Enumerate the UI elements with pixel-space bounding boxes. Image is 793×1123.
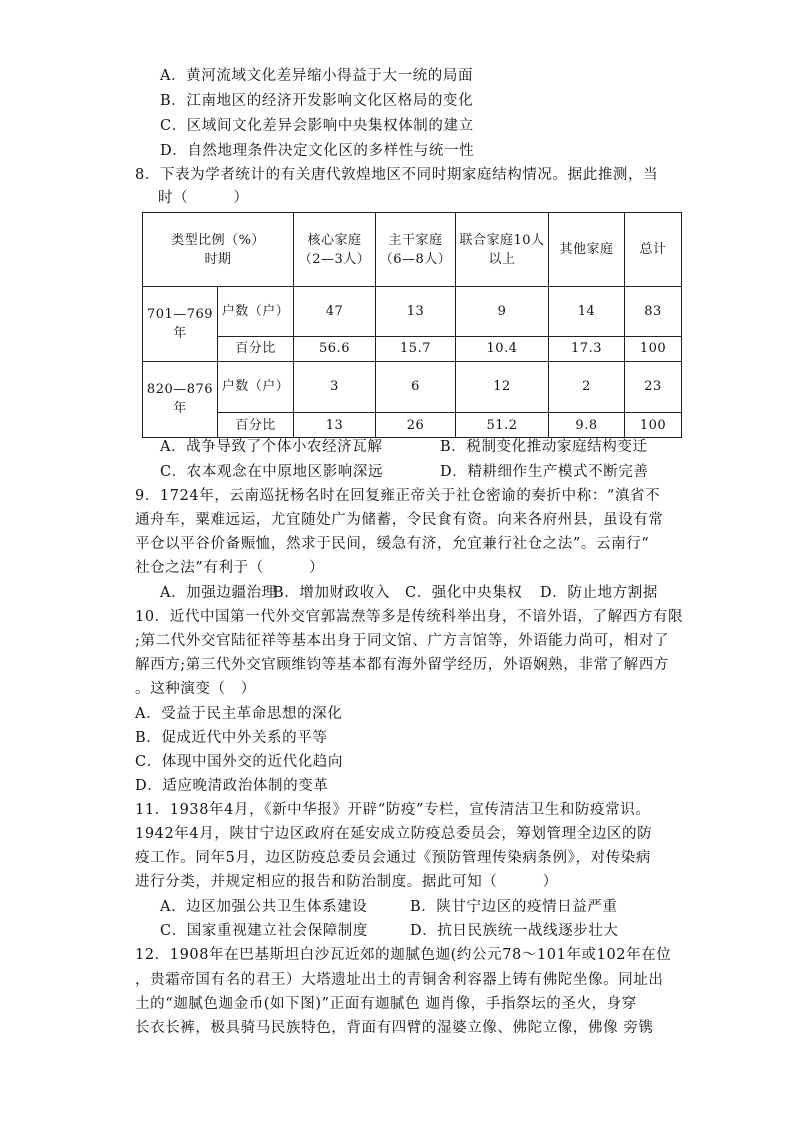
table-cell: 6 (376, 361, 456, 413)
table-header-type-period (143, 213, 294, 287)
table-cell: 12 (456, 361, 549, 413)
table-cell: 9.8 (549, 413, 625, 438)
q12-line-4: 长衣长裤，极具骑马民族特色，背面有四臂的湿婆立像、佛陀立像，佛像 旁镌 (135, 1020, 654, 1036)
households-label: 户数（户） (218, 361, 294, 413)
table-row (143, 336, 682, 361)
q9-line-3: 平仓以平谷价备赈恤，然求于民间，缓急有济，允宜兼行社仓之法”。云南行“ (135, 536, 650, 552)
q9-line-1: 9．1724年，云南巡抚杨名时在回复雍正帝关于社仓密谕的奏折中称：“滇省不 (135, 488, 661, 504)
table-cell: 23 (625, 361, 682, 413)
table-cell: 13 (294, 413, 376, 438)
q8-option-c[interactable]: C．农本观念在中原地区影响深远 (160, 464, 384, 480)
period-cell: 701—769年 (143, 287, 218, 361)
table-cell: 15.7 (376, 336, 456, 361)
q11-line-3: 疫工作。同年5月，边区防疫总委员会通过《预防管理传染病条例》，对传染病 (135, 850, 651, 866)
q11-line-1: 11．1938年4月，《新中华报》开辟“防疫”专栏，宣传清洁卫生和防疫常识。 (135, 802, 651, 818)
q8-stem-line-1: 8．下表为学者统计的有关唐代敦煌地区不同时期家庭结构情况。据此推测，当 (135, 167, 659, 183)
period-cell: 820—876年 (143, 361, 218, 437)
q9-line-2: 通舟车，粟难远运，尤宜随处广为储蓄，令民食有资。向来各府州县，虽设有常 (135, 512, 664, 528)
table-cell: 83 (625, 287, 682, 337)
header-joint-family: 联合家庭10人以上 (456, 213, 549, 287)
table-cell: 3 (294, 361, 376, 413)
q9-option-b[interactable]: B．增加财政收入 (273, 585, 390, 601)
header-stem-family: 主干家庭（6—8人） (376, 213, 456, 287)
q8-stem-line-2: 时（ ） (158, 190, 249, 206)
q12-line-3: 土的“迦腻色迦金币(如下图)”正面有迦腻色 迦肖像，手指祭坛的圣火，身穿 (135, 996, 637, 1012)
households-label: 户数（户） (218, 287, 294, 337)
table-cell: 10.4 (456, 336, 549, 361)
q10-line-1: 10．近代中国第一代外交官郭嵩焘等多是传统科举出身，不谙外语，了解西方有限 (135, 609, 684, 625)
q10-line-4: 。这种演变（ ） (135, 681, 256, 697)
header-type-label: 类型比例（%） (171, 232, 265, 248)
table-cell: 2 (549, 361, 625, 413)
q8-option-a[interactable]: A．战争导致了个体小农经济瓦解 (160, 439, 383, 455)
q10-option-c[interactable]: C．体现中国外交的近代化趋向 (135, 754, 343, 770)
q9-option-d[interactable]: D．防止地方割据 (540, 585, 658, 601)
table-row (143, 287, 682, 337)
table-cell: 14 (549, 287, 625, 337)
header-core-family: 核心家庭（2—3人） (294, 213, 376, 287)
q12-line-2: ，贵霜帝国有名的君王）大塔遗址出土的青铜舍利容器上铸有佛陀坐像。同址出 (135, 972, 664, 988)
table-cell: 26 (376, 413, 456, 438)
q11-option-c[interactable]: C．国家重视建立社会保障制度 (160, 923, 368, 939)
table-cell: 13 (376, 287, 456, 337)
q7-option-d[interactable]: D．自然地理条件决定文化区的多样性与统一性 (160, 143, 475, 159)
q8-option-d[interactable]: D．精耕细作生产模式不断完善 (440, 464, 649, 480)
table-cell: 51.2 (456, 413, 549, 438)
q10-option-d[interactable]: D．适应晚清政治体制的变革 (135, 778, 329, 794)
q11-option-b[interactable]: B．陕甘宁边区的疫情日益严重 (410, 899, 618, 915)
q7-option-b[interactable]: B．江南地区的经济开发影响文化区格局的变化 (160, 93, 474, 109)
q9-option-a[interactable]: A．加强边疆治理 (160, 585, 277, 601)
percent-label: 百分比 (218, 413, 294, 438)
q11-line-2: 1942年4月，陕甘宁边区政府在延安成立防疫总委员会，筹划管理全边区的防 (135, 826, 653, 842)
table-cell: 100 (625, 413, 682, 438)
q10-line-3: 解西方;第三代外交官顾维钧等基本都有海外留学经历，外语娴熟，非常了解西方 (135, 657, 669, 673)
family-structure-table (142, 212, 682, 438)
table-cell: 9 (456, 287, 549, 337)
q12-line-1: 12．1908年在巴基斯坦白沙瓦近郊的迦腻色迦(约公元78～101年或102年在位 (135, 947, 672, 963)
q7-option-c[interactable]: C．区域间文化差异会影响中央集权体制的建立 (160, 118, 474, 134)
table-cell: 17.3 (549, 336, 625, 361)
q9-option-c[interactable]: C．强化中央集权 (405, 585, 523, 601)
q11-option-a[interactable]: A．边区加强公共卫生体系建设 (160, 899, 368, 915)
q11-option-d[interactable]: D．抗日民族统一战线逐步壮大 (410, 923, 619, 939)
table-cell: 56.6 (294, 336, 376, 361)
header-total: 总计 (625, 213, 682, 287)
q8-option-b[interactable]: B．税制变化推动家庭结构变迁 (440, 439, 648, 455)
q11-line-4: 进行分类，并规定相应的报告和防治制度。据此可知（ ） (135, 874, 558, 890)
q10-line-2: ;第二代外交官陆征祥等基本出身于同文馆、广方言馆等，外语能力尚可，相对了 (135, 633, 669, 649)
q9-line-4: 社仓之法”有利于（ ） (135, 560, 325, 576)
header-other-family: 其他家庭 (549, 213, 625, 287)
percent-label: 百分比 (218, 336, 294, 361)
header-period-label: 时期 (204, 251, 232, 267)
q10-option-b[interactable]: B．促成近代中外关系的平等 (135, 730, 328, 746)
table-cell: 47 (294, 287, 376, 337)
table-row (143, 413, 682, 438)
q10-option-a[interactable]: A．受益于民主革命思想的深化 (135, 706, 343, 722)
table-row (143, 361, 682, 413)
q7-option-a[interactable]: A．黄河流域文化差异缩小得益于大一统的局面 (160, 68, 474, 84)
table-cell: 100 (625, 336, 682, 361)
